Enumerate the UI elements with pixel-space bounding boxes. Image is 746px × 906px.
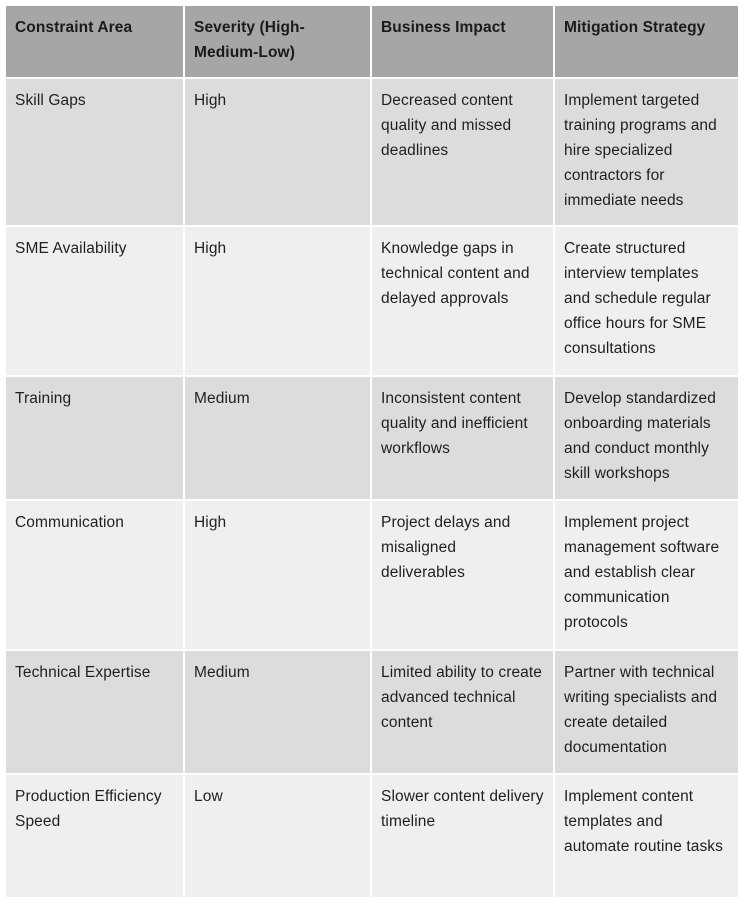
cell-mitigation-strategy: Implement content templates and automate routine tasks [555,775,738,897]
cell-constraint-area: SME Availability [6,227,183,375]
cell-business-impact: Decreased content quality and missed deadlines [372,79,553,225]
constraints-table [4,4,740,899]
cell-mitigation-strategy: Implement targeted training programs and hire specialized contractors for immediate needs [555,79,738,225]
header-constraint-area: Constraint Area [6,6,183,77]
cell-business-impact: Project delays and misaligned deliverables [372,501,553,649]
header-business-impact: Business Impact [372,6,553,77]
cell-business-impact: Slower content delivery timeline [372,775,553,897]
cell-severity: Medium [185,377,370,499]
table-header [6,6,738,77]
cell-constraint-area: Training [6,377,183,499]
cell-severity: High [185,79,370,225]
cell-constraint-area: Communication [6,501,183,649]
table-row [6,79,738,225]
cell-business-impact: Inconsistent content quality and inefficient workflows [372,377,553,499]
table-row [6,227,738,375]
table-row [6,775,738,897]
header-row [6,6,738,77]
cell-mitigation-strategy: Develop standardized onboarding materials and conduct monthly skill workshops [555,377,738,499]
constraints-table-wrapper [4,4,740,899]
cell-severity: High [185,501,370,649]
header-mitigation-strategy: Mitigation Strategy [555,6,738,77]
header-severity: Severity (High-Medium-Low) [185,6,370,77]
table-row [6,651,738,773]
cell-constraint-area: Skill Gaps [6,79,183,225]
cell-mitigation-strategy: Partner with technical writing specialists and create detailed documentation [555,651,738,773]
table-row [6,377,738,499]
cell-constraint-area: Technical Expertise [6,651,183,773]
cell-severity: Low [185,775,370,897]
cell-severity: Medium [185,651,370,773]
table-body [6,79,738,897]
cell-severity: High [185,227,370,375]
cell-business-impact: Limited ability to create advanced technical content [372,651,553,773]
table-row [6,501,738,649]
cell-business-impact: Knowledge gaps in technical content and delayed approvals [372,227,553,375]
cell-constraint-area: Production Efficiency Speed [6,775,183,897]
cell-mitigation-strategy: Implement project management software and establish clear communication protocols [555,501,738,649]
cell-mitigation-strategy: Create structured interview templates and schedule regular office hours for SME consultations [555,227,738,375]
